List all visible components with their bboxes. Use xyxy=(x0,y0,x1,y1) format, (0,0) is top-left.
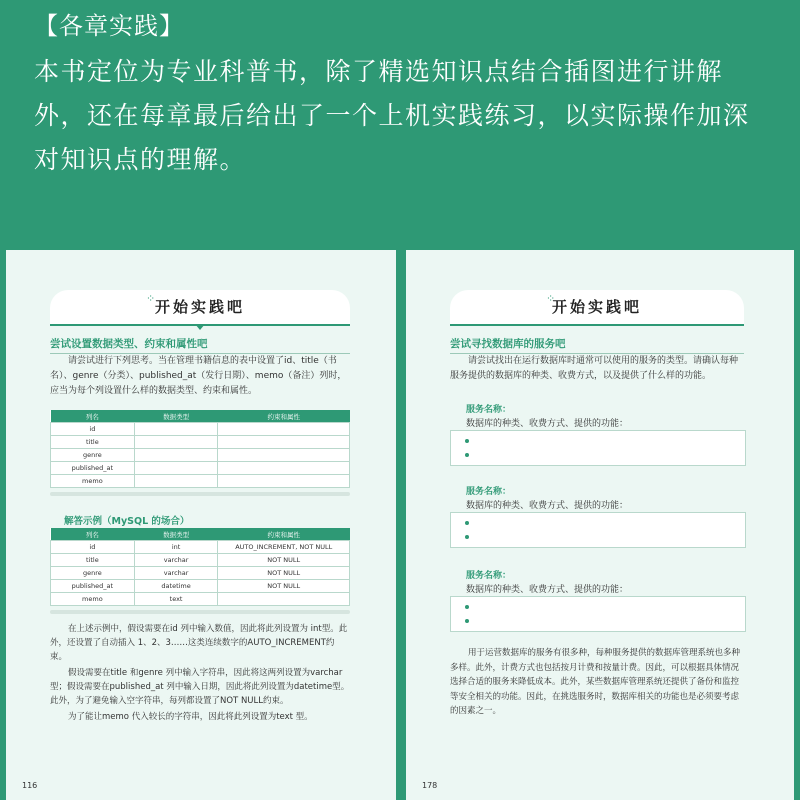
intro-paragraph: 请尝试找出在运行数据库时通常可以使用的服务的类型。请确认每种服务提供的数据库的种类、收费方式，以及提供了什么样的功能。 xyxy=(450,356,739,381)
table-cell: id xyxy=(51,541,135,554)
practice-banner xyxy=(450,290,744,326)
table-cell: genre xyxy=(51,567,135,580)
outro-paragraph: 用于运营数据库的服务有很多种，每种服务提供的数据库管理系统也多种多样。此外，计费方式也包括按月计费和按量计费。因此，可以根据具体情况选择合适的服务来降低成本。此外，某些数据库管理系统还提供了备份和监控等安全相关的功能。因此，在挑选服务时，数据库相关的功能也是必须要考虑的因素之一。 xyxy=(450,648,741,716)
table-cell xyxy=(134,436,218,449)
table-cell: id xyxy=(51,423,135,436)
table-row xyxy=(51,436,350,449)
header-title: 【各章实践】 xyxy=(34,12,184,40)
intro-paragraph: 请尝试进行下列思考。当在管理书籍信息的表中设置了id、title（书名）、genre（分类）、published_at（发行日期）、memo（备注）列时，应当为每个列设置什么样的数据类型、约束和属性。 xyxy=(50,356,347,396)
section-title: 尝试设置数据类型、约束和属性吧 xyxy=(50,336,350,354)
bullet-icon xyxy=(465,439,469,443)
table-cell: genre xyxy=(51,449,135,462)
explanation-paragraph: 假设需要在title 和genre 列中输入字符串，因此将这两列设置为varchar型；假设需要在published_at 列中输入日期，因此将此列设置为datetime型。此外，为了避免输入空字符串，每列都设置了NOT NULL约束。 xyxy=(50,668,350,706)
service-name-label: 服务名称： xyxy=(466,571,512,581)
right-page xyxy=(406,250,794,800)
column-header: 数据类型 xyxy=(134,528,218,541)
exercise-table xyxy=(50,410,350,488)
table-row xyxy=(51,554,350,567)
table-row xyxy=(51,541,350,554)
bullet-icon xyxy=(465,453,469,457)
page-number: 178 xyxy=(422,781,438,790)
banner-notch xyxy=(195,324,205,330)
explanation-paragraph: 为了能让memo 代入较长的字符串，因此将此列设置为text 型。 xyxy=(68,712,313,722)
page-number: 116 xyxy=(22,781,38,790)
service-answer-box xyxy=(450,430,746,466)
bullet-icon xyxy=(465,535,469,539)
table-cell xyxy=(134,449,218,462)
table-scroll-bar xyxy=(50,492,350,496)
table-row xyxy=(51,567,350,580)
service-answer-box xyxy=(450,596,746,632)
left-page xyxy=(6,250,396,800)
service-detail-label: 数据库的种类、收费方式、提供的功能： xyxy=(466,419,629,429)
column-header: 数据类型 xyxy=(134,410,218,423)
bullet-icon xyxy=(465,521,469,525)
table-cell: NOT NULL xyxy=(218,554,350,567)
table-cell xyxy=(218,593,350,606)
table-cell xyxy=(218,436,350,449)
service-detail-label: 数据库的种类、收费方式、提供的功能： xyxy=(466,585,629,595)
sparkle-icon: ⁘ xyxy=(146,292,156,305)
service-detail-label: 数据库的种类、收费方式、提供的功能： xyxy=(466,501,629,511)
table-cell: title xyxy=(51,436,135,449)
table-cell xyxy=(134,423,218,436)
bullet-icon xyxy=(465,619,469,623)
section-title: 尝试寻找数据库的服务吧 xyxy=(450,336,744,354)
service-name-label: 服务名称： xyxy=(466,405,512,415)
sparkle-icon: ⁘ xyxy=(546,292,556,305)
table-cell: memo xyxy=(51,475,135,488)
table-cell: AUTO_INCREMENT, NOT NULL xyxy=(218,541,350,554)
header-description: 本书定位为专业科普书，除了精选知识点结合插图进行讲解外，还在每章最后给出了一个上机实践练习，以实际操作加深对知识点的理解。 xyxy=(34,57,750,174)
table-cell: int xyxy=(134,541,218,554)
table-cell: varchar xyxy=(134,567,218,580)
table-cell xyxy=(218,423,350,436)
table-cell: memo xyxy=(51,593,135,606)
table-row xyxy=(51,580,350,593)
table-cell xyxy=(218,475,350,488)
column-header: 列名 xyxy=(51,410,135,423)
table-cell: varchar xyxy=(134,554,218,567)
table-cell: NOT NULL xyxy=(218,580,350,593)
table-row xyxy=(51,449,350,462)
table-row xyxy=(51,423,350,436)
practice-banner xyxy=(50,290,350,326)
table-cell: published_at xyxy=(51,462,135,475)
table-row xyxy=(51,462,350,475)
banner-title: 开始实践吧 xyxy=(551,298,642,316)
table-cell: text xyxy=(134,593,218,606)
explanation-paragraph: 在上述示例中，假设需要在id 列中输入数值，因此将此列设置为 int型。此外，还设置了自动插入 1、2、3……这类连续数字的AUTO_INCREMENT约束。 xyxy=(50,624,348,662)
table-cell: title xyxy=(51,554,135,567)
table-cell xyxy=(218,462,350,475)
table-scroll-bar xyxy=(50,610,350,614)
table-cell: NOT NULL xyxy=(218,567,350,580)
table-cell: published_at xyxy=(51,580,135,593)
column-header: 约束和属性 xyxy=(218,528,350,541)
header-banner xyxy=(0,0,800,250)
table-cell xyxy=(134,475,218,488)
table-row xyxy=(51,475,350,488)
banner-title: 开始实践吧 xyxy=(154,298,245,316)
answer-title: 解答示例（MySQL 的场合） xyxy=(64,516,190,527)
column-header: 列名 xyxy=(51,528,135,541)
answer-table xyxy=(50,528,350,606)
table-cell xyxy=(134,462,218,475)
table-cell xyxy=(218,449,350,462)
table-row xyxy=(51,593,350,606)
bullet-icon xyxy=(465,605,469,609)
service-name-label: 服务名称： xyxy=(466,487,512,497)
table-cell: datetime xyxy=(134,580,218,593)
service-answer-box xyxy=(450,512,746,548)
column-header: 约束和属性 xyxy=(218,410,350,423)
